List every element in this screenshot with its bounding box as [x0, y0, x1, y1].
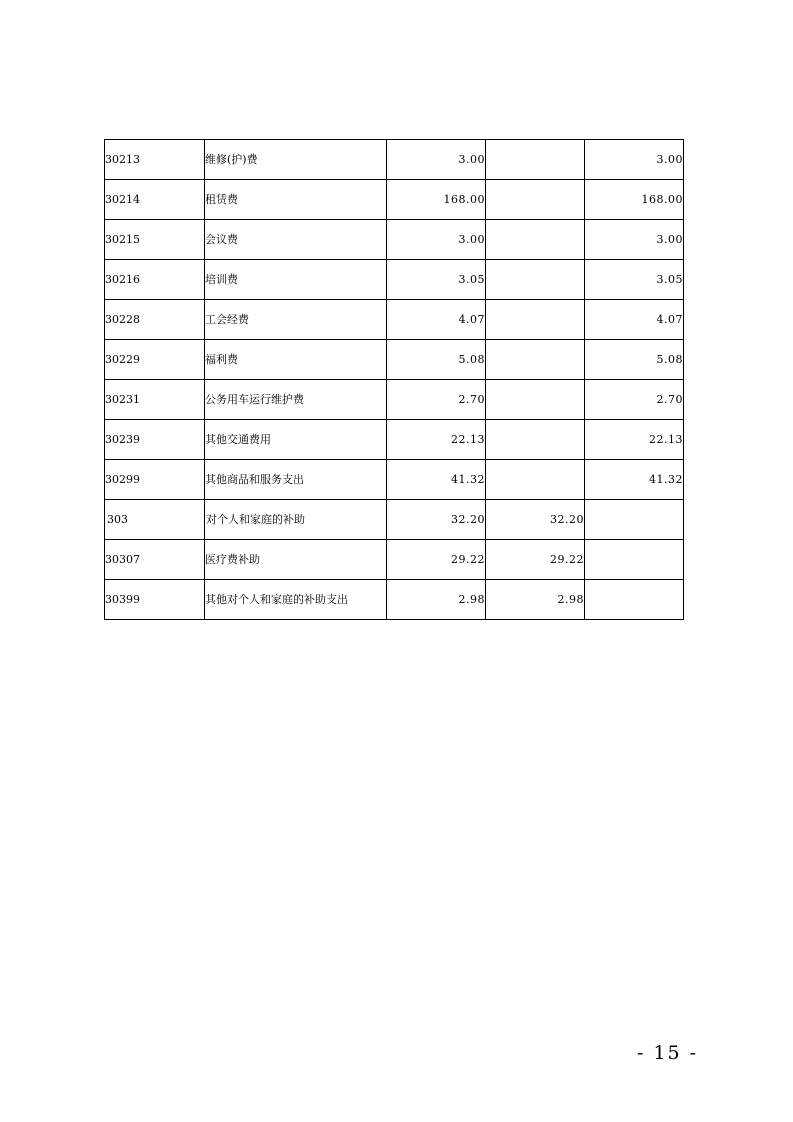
table-row-category [105, 500, 684, 540]
basic-expenditure-cell [486, 340, 585, 380]
economic-code-cell: 30231 [105, 380, 205, 420]
project-expenditure-cell: 3.00 [585, 140, 684, 180]
basic-expenditure-cell [486, 140, 585, 180]
economic-code-cell: 30213 [105, 140, 205, 180]
table-row [105, 540, 684, 580]
project-expenditure-cell: 22.13 [585, 420, 684, 460]
table-row [105, 460, 684, 500]
item-name-cell: 其他对个人和家庭的补助支出 [205, 580, 387, 620]
economic-code-cell: 30229 [105, 340, 205, 380]
total-amount-cell: 2.70 [387, 380, 486, 420]
table-row [105, 300, 684, 340]
item-name-cell: 医疗费补助 [205, 540, 387, 580]
table-row [105, 180, 684, 220]
basic-expenditure-cell [486, 460, 585, 500]
basic-expenditure-cell: 2.98 [486, 580, 585, 620]
basic-expenditure-cell [486, 300, 585, 340]
economic-code-cell: 303 [105, 500, 205, 540]
basic-expenditure-cell: 32.20 [486, 500, 585, 540]
basic-expenditure-cell [486, 260, 585, 300]
economic-code-cell: 30399 [105, 580, 205, 620]
project-expenditure-cell: 3.00 [585, 220, 684, 260]
item-name-cell: 会议费 [205, 220, 387, 260]
economic-code-cell: 30215 [105, 220, 205, 260]
expenditure-table [104, 139, 684, 620]
project-expenditure-cell [585, 580, 684, 620]
project-expenditure-cell: 3.05 [585, 260, 684, 300]
economic-code-cell: 30228 [105, 300, 205, 340]
total-amount-cell: 29.22 [387, 540, 486, 580]
table-row [105, 340, 684, 380]
total-amount-cell: 22.13 [387, 420, 486, 460]
table-row [105, 420, 684, 460]
item-name-cell: 培训费 [205, 260, 387, 300]
total-amount-cell: 3.05 [387, 260, 486, 300]
project-expenditure-cell [585, 540, 684, 580]
project-expenditure-cell [585, 500, 684, 540]
basic-expenditure-cell [486, 380, 585, 420]
total-amount-cell: 168.00 [387, 180, 486, 220]
table-row [105, 580, 684, 620]
economic-code-cell: 30239 [105, 420, 205, 460]
basic-expenditure-cell [486, 180, 585, 220]
item-name-cell: 维修(护)费 [205, 140, 387, 180]
economic-code-cell: 30307 [105, 540, 205, 580]
item-name-cell: 福利费 [205, 340, 387, 380]
project-expenditure-cell: 2.70 [585, 380, 684, 420]
item-name-cell: 其他交通费用 [205, 420, 387, 460]
item-name-cell: 工会经费 [205, 300, 387, 340]
project-expenditure-cell: 168.00 [585, 180, 684, 220]
item-name-cell: 租赁费 [205, 180, 387, 220]
page-number: - 15 - [637, 1042, 699, 1064]
total-amount-cell: 41.32 [387, 460, 486, 500]
table-row [105, 380, 684, 420]
expenditure-table-body [105, 140, 684, 620]
total-amount-cell: 3.00 [387, 220, 486, 260]
table-row [105, 220, 684, 260]
project-expenditure-cell: 4.07 [585, 300, 684, 340]
item-name-cell: 其他商品和服务支出 [205, 460, 387, 500]
basic-expenditure-cell [486, 420, 585, 460]
total-amount-cell: 3.00 [387, 140, 486, 180]
basic-expenditure-cell: 29.22 [486, 540, 585, 580]
basic-expenditure-cell [486, 220, 585, 260]
economic-code-cell: 30216 [105, 260, 205, 300]
economic-code-cell: 30214 [105, 180, 205, 220]
project-expenditure-cell: 41.32 [585, 460, 684, 500]
project-expenditure-cell: 5.08 [585, 340, 684, 380]
total-amount-cell: 4.07 [387, 300, 486, 340]
total-amount-cell: 5.08 [387, 340, 486, 380]
item-name-cell: 对个人和家庭的补助 [205, 500, 387, 540]
item-name-cell: 公务用车运行维护费 [205, 380, 387, 420]
table-row [105, 260, 684, 300]
economic-code-cell: 30299 [105, 460, 205, 500]
total-amount-cell: 2.98 [387, 580, 486, 620]
total-amount-cell: 32.20 [387, 500, 486, 540]
table-row [105, 140, 684, 180]
